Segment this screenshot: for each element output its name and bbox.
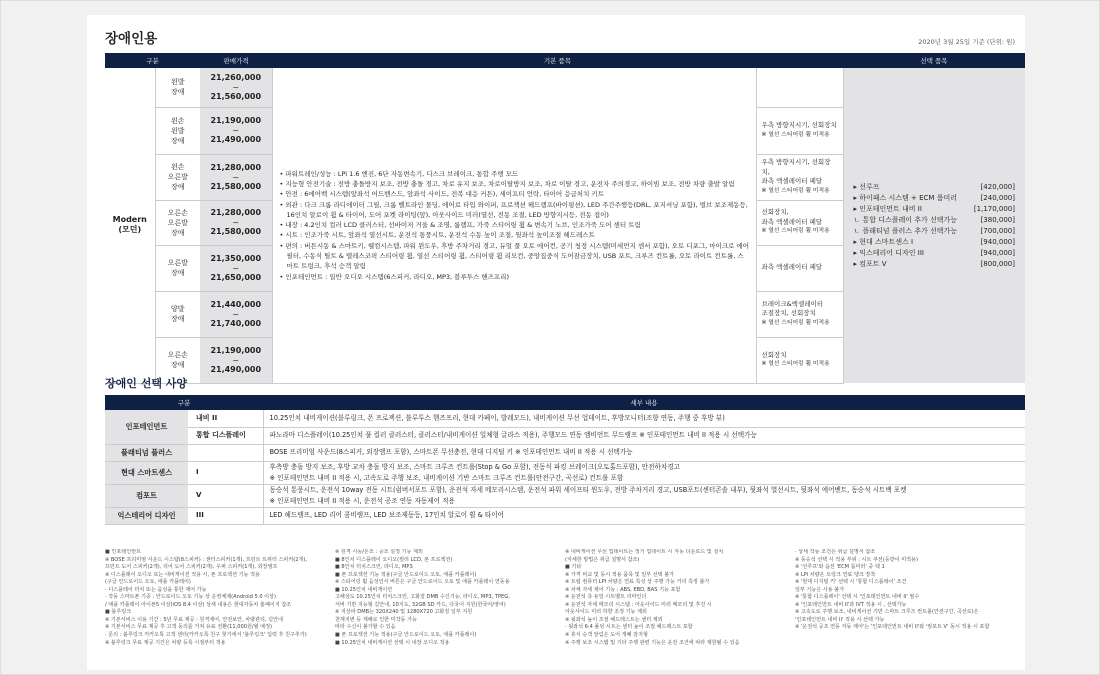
price-page [87,15,1025,670]
footnote-line: / 애플 카플레이 아이폰5 이상(iOS 8.4 이상) 상세 내용은 현대자동차 홈페이지 참조 [105,601,292,608]
select-item [854,259,1016,270]
basic-item: • 파워트레인/성능 : LPi 1.6 엔진, 6단 자동변속기, 디스크 브레이크, 통합 주행 모드 [279,169,519,178]
select-item [854,193,1016,204]
price-tilde: ~ [232,218,240,227]
footnote-line: ※ '선루프'와 옵션 'ECM 룸미러' 중 택 1 [795,564,885,571]
footnote-line: ■ 기타 [565,564,582,571]
option-detail: 동승석 통풍시트, 운전석 10way 전동 시트(럼버서포트 포함), 운전석 자세 메모리시스템, 운전석 파워 세이프티 윈도우, 전방 주차거리 경고, USB포트(센터콘솔 내부), 뒷좌석 열선시트, 뒷좌석 에어벤트, 동승석 시트백 포켓 ※ 인포테인먼트 내비 II 적용 시, 운전석 공조 연동 자동제어 적용 [263,484,1025,507]
select-item [854,215,1016,226]
option-row [105,444,1025,461]
price-low: 21,440,000 [210,299,262,309]
footnote-line: ※ '통합 디스플레이' 선택 시 '인포테인먼트 내비 II' 필수 [795,594,920,601]
header-detail: 세부 내용 [263,395,1025,410]
footnote-line: ※ 스티어링 휠 음성인식 버튼은 구글 안드로이드 오토 및 애플 카플레이 연동용 [335,579,510,586]
trim-name: 왼손 오른발 장애 [155,154,200,200]
model-label: Modern [112,215,147,225]
trim-option-text: 좌측 액셀레이터 페달 [761,263,823,272]
price-low: 21,350,000 [210,253,262,263]
footnote-line: ※ 내비게이션 무선 업데이트는 정기 업데이트 시 자동 다운로드 및 설치 [565,549,724,555]
footnote-line: ※ 차체 자세 제어 기능 : ABS, EBD, BAS 기능 포함 [565,586,681,593]
trim-option-text: 선회장치, 좌측 액셀레이터 페달 [761,208,823,226]
option-category: 컴포트 [105,484,188,507]
trim-option-note: ※ 열선 스티어링 휠 미적용 [761,319,830,326]
select-item-price: [380,000] [980,215,1015,224]
option-detail: LED 헤드램프, LED 리어 콤비램프, LED 보조제동등, 17인치 알로이 휠 & 타이어 [263,507,1025,524]
price-high: 21,490,000 [210,135,262,144]
trim-option-note: ※ 열선 스티어링 휠 미적용 [761,361,830,367]
footnote-line: ※ 주행 보조 시스템 및 기타 주행 관련 기능은 운전 조건에 따라 제한될 수 있음 [565,639,740,646]
select-item-price: [420,000] [980,182,1015,191]
footnote-line: ■ 10.25인치 내비게이션 [335,586,393,593]
footnote-line: ※ 지상파 DMB는 320X240 및 1280X720 고화질 일부 지원 [335,609,473,616]
price-low: 21,260,000 [210,72,262,82]
option-category: 인포테인먼트 [105,410,188,444]
select-item-price: [940,000] [980,248,1015,257]
header-basic: 기본 품목 [272,53,843,68]
price-tilde: ~ [232,263,240,273]
footnote-line: ■ 10.25인치 내비게이션 선택 시 내장 오디오 적용 [335,639,450,646]
option-category: 플래티넘 플러스 [105,444,188,461]
trim-name: 오른손 오른발 장애 [155,200,200,245]
price-low: 21,280,000 [210,208,262,217]
footnote-line: ※ LPi 차량은 트렁크 연료 탱크 장착 [795,571,876,578]
option-subcategory: I [188,461,263,484]
price-low: 21,190,000 [210,345,262,355]
option-subcategory: V [188,484,263,507]
trim-name: 양발 장애 [155,291,200,337]
header-category: 구분 [105,395,263,410]
price-low: 21,280,000 [210,162,262,172]
footnote-line: ※ 가격 비교 및 동시 적용 품목 및 일부 선택 불가 [565,571,675,578]
trim-price [200,337,272,383]
model-name [105,68,155,383]
basic-item: • 내장 : 4.2인치 컬러 LCD 클러스터, 선바이저 거울 & 조명, 룸램프, 가죽 스티어링 휠 & 변속기 노브, 인조가죽 도어 센터 트림 [279,221,641,230]
trim-option-note: ※ 열선 스티어링 휠 미적용 [761,228,830,235]
footnote-column [565,549,795,647]
footnote-line: 고해상도 10.25인치 터치스크린, 고화질 DMB 수신기능, 라디오, MP3, TPEG, [335,594,510,601]
trim-options [756,200,843,245]
footnote-line: ■ 폰 프로젝션 기능 적용(구글 안드로이드 오토, 애플 카플레이) [335,632,477,639]
footnote-line: 아웃사이드 미러 하향 조정 기능 제외 [565,609,647,616]
footnote-line: ■ 8인치 디스플레이 오디오(컬러 LCD, 폰 프로젝션) [335,556,453,563]
footnote-line: (구글 안드로이드 오토, 애플 카플레이) [105,579,191,586]
option-subcategory: 통합 디스플레이 [188,427,263,444]
select-item-price: [800,000] [980,259,1015,268]
option-detail: 파노라마 디스플레이(10.25인치 풀 컬러 클러스터, 클러스터/내비게이션 일체형 글라스 적용), 주행모드 연동 앰비언트 무드램프 ※ 인포테인먼트 내비 II 적용 시 선택가능 [263,427,1025,444]
footnote-line: ※ 트립 컴퓨터 LPI 차량은 연료 특성 상 주행 가능 거리 측정 불가 [565,579,710,586]
select-item-label: ▸ 선루프 [853,182,880,191]
select-item [854,248,1016,259]
footnote-line: ※ 운전석 자세 메모리 시스템 : 아웃사이드 미러 메모리 및 후진 시 [565,601,712,608]
select-item-label: ▸ 하이패스 시스템 + ECM 룸미러 [853,193,957,202]
footnote-line: 일부 기능은 사용 불가 [795,586,845,593]
footnote-line: ※ 블루링크 무료 제공 기간은 차량 등록 시점부터 적용 [105,639,226,646]
select-item-price: [940,000] [980,237,1015,246]
trim-option-text: 우측 방향지시기, 선회장치, 좌측 액셀레이터 페달 [761,158,831,185]
footnote-line: '인포테인먼트 내비 II' 적용 시 선택 가능 [795,616,885,623]
trim-name: 왼손 왼발 장애 [155,107,200,154]
trim-price [200,68,272,107]
select-item-price: [240,000] [980,193,1015,202]
options-table [105,395,1025,525]
price-tilde: ~ [232,172,240,182]
option-subcategory [188,444,263,461]
option-subcategory: 내비 II [188,410,263,427]
header-price: 판매가격 [200,53,272,68]
select-item [854,237,1016,248]
trim-options [756,291,843,337]
select-item-label: ▸ 현대 스마트센스 I [853,237,914,246]
option-row [105,507,1025,524]
model-sub: (모던) [118,225,142,235]
trim-options [756,245,843,291]
price-tilde: ~ [232,355,240,365]
price-table [105,53,1025,384]
footnote-line: ※ 원격 시동/온조 : 공조 설정 기능 제외 [335,549,423,555]
basic-items [272,68,756,383]
trim-price [200,107,272,154]
footnote-line: 프런트 도어 스피커(2개), 리어 도어 스피커(2개), 우퍼 스피커(1개), 외장앰프 [105,564,278,571]
option-detail: 10.25인치 내비게이션(블루링크, 폰 프로젝션, 블루투스 핸즈프리, 현대 카페이, 발레모드), 내비게이션 무선 업데이트, 후방모니터(조향 연동, 주행 중 후방 뷰) [263,410,1025,427]
footnote-line: · 뒷좌석 6:4 폴딩 시트는 센터 높이 조절 헤드레스트 포함 [565,624,693,631]
options-table-header [105,395,1025,410]
footnote-line: ※ '현대 디지털 키' 선택 시 '통합 디스플레이' 조건 [795,579,907,586]
trim-option-text: 우측 방향지시기, 선회장치 [761,121,837,129]
footnote-line: ※ '인포테인먼트 내비 II'과 IVT 적용 시 , 선택가능 [795,601,907,608]
option-row [105,484,1025,507]
footnote-line: ※ BOSE 프리미엄 사운드 시스템(8스피커) : 센터스피커(1개), 프런트 트위터 스피커(2개), [105,556,308,563]
trim-options [756,68,843,107]
basic-item: • 인포테인먼트 : 일반 오디오 시스템(6스피커, 라디오, MP3, 블루투스 핸즈프리) [279,272,510,281]
trim-name: 오른발 장애 [155,245,200,291]
select-item-price: [700,000] [980,226,1015,235]
select-item [854,226,1016,237]
price-tilde: ~ [232,82,240,92]
basic-item: • 편의 : 버튼시동 & 스마트키, 웰컴시스템, 파워 윈도우, 후방 주차거리 경고, 듀얼 풀 오토 에어컨, 공기 청정 시스템(미세먼지 센서 포함), 오토 디포그, 마이크로 에어 필터, 수동식 틸트 & 텔레스코픽 스티어링 휠, 열선 스티어링 휠, 스티어링 휠 리모컨, 중앙집중식 도어잠금장치, USB 포트, 크루즈 컨트롤, 오토 라이트 컨트롤, 스마트 트렁크, 후석 승객 알림 [279,241,750,271]
select-items [843,68,1025,383]
price-high: 21,560,000 [210,91,262,101]
option-subcategory: III [188,507,263,524]
price-high: 21,580,000 [210,181,262,191]
select-item-label: ▸ 익스테리어 디자인 III [853,248,924,257]
page-title: 장애인용 [105,31,158,47]
trim-options [756,154,843,200]
basic-item: • 시트 : 인조가죽 시트, 앞좌석 열선시트, 운전석 통풍시트, 운전석 수동 높이 조절, 뒷좌석 높이조절 헤드레스트 [279,231,595,240]
basic-item: • 안전 : 6에어백 시스템(앞좌석 어드밴스드, 앞좌석 사이드, 전복 대응 커튼), 세이프티 언락, 타이어 응급처치 키트 [279,190,604,199]
trim-price [200,245,272,291]
trim-price [200,154,272,200]
trim-option-note: ※ 열선 스티어링 휠 미적용 [761,131,830,138]
footnote-line: ※ 기본서비스 이용 기간 : 5년 무료 제공 : 원격제어, 안전보안, 차량관리, 길안내 [105,616,283,623]
footnote-line: ※ 고속도로 주행 보조, 내비게이션 기반 스마트 크루즈 컨트롤(안전구간, 곡선로)은 [795,609,979,616]
footnote-line: 서버 기반 지능형 길안내, 10지도, 32GB SD 카드, 다국어 지원(한국어/영어) [335,601,506,608]
trim-price [200,291,272,337]
options-title: 장애인 선택 사양 [105,377,188,390]
select-item-label: ▸ 인포테인먼트 내비 II [853,204,922,213]
header-select: 선택 품목 [843,53,1025,68]
option-category: 현대 스마트센스 [105,461,188,484]
footnote-line: ※ 디스플레이 오디오 또는 내비게이션 적용 시, 폰 프로젝션 기능 적용 [105,571,260,578]
price-tilde: ~ [232,309,240,319]
trim-option-text: 브레이크&엑셀레이터 조절장치, 선회장치 [761,299,824,318]
footnote-line: · 문의 : 블루링크 카카오톡 고객 센터(카카오톡 친구 찾기에서 '블루링크' 입력 후 친구추가) [105,632,307,639]
footnote-line: 따라 수신이 불가할 수 있음 [335,624,396,631]
trim-price [200,200,272,245]
option-detail: 후측방 충돌 방지 보조, 후방 교차 충돌 방지 보조, 스마트 크루즈 컨트롤(Stop & Go 포함), 전동식 파킹 브레이크(오토홀드포함), 안전하차경고 ※ 인포테인먼트 내비 II 적용 시, 고속도로 주행 보조, 내비게이션 기반 스마트 크루즈 컨트롤(안전구간, 곡선로) 컨트롤 포함 [263,461,1025,484]
trim-name: 오른손 장애 [155,337,200,383]
footnote-line: ※ 기본서비스 무료 제공 후 고객 동의를 거쳐 유료 전환(11,000원/월 예정) [105,624,272,631]
select-item-price: [1,170,000] [973,204,1015,213]
option-row [105,461,1025,484]
option-detail: BOSE 프리미엄 사운드(8스피커, 외장앰프 포함), 스마트폰 무선충전, 현대 디지털 키 ※ 인포테인먼트 내비 II 적용 시 선택가능 [263,444,1025,461]
option-row [105,427,1025,444]
footnote-line: 천재지변 등 재해로 인한 미작동 가능 [335,616,417,623]
footnote-line: (자세한 방법은 취급 설명서 참조) [565,556,640,563]
select-item-label: ▸ 컴포트 V [853,259,887,268]
price-high: 21,580,000 [210,227,262,236]
footnote-line: ■ 인포테인먼트 [105,549,141,555]
trim-row [105,68,1025,107]
basic-item: • 지능형 안전기술 : 전방 충돌방지 보조, 전방 충돌 경고, 차로 유지 보조, 차로이탈방지 보조, 차로 이탈 경고, 운전자 주의경고, 하이빔 보조, 전방 차량 출발 알림 [279,179,735,188]
footnote-line: ■ 8인치 터치스크린, 라디오, MP3 [335,564,413,571]
footnote-line: ■ 폰 프로젝션 기능 적용(구글 안드로이드 오토, 애플 카플레이) [335,571,477,578]
trim-options [756,337,843,383]
select-item-label: ㄴ 플래티넘 플러스 추가 선택가능 [853,226,958,235]
footnote-column [795,549,1025,647]
footnote-line: · 디스플레이 터치 또는 음성을 통한 제어 가능 [105,586,207,593]
option-row [105,410,1025,427]
footnote-column [105,549,335,647]
price-high: 21,490,000 [210,364,262,374]
footnote-line: ※ 동승석 선택 시 적용 부위 : 시트 쿠션(등받이 미적용) [795,556,918,563]
footnote-line: ※ 운전석 측 듀얼 시트벨트 리마인더 [565,594,647,601]
price-table-header [105,53,1025,68]
footnote-column [335,549,565,647]
price-tilde: ~ [232,126,240,135]
footnote-line: ■ 블루링크 [105,609,132,616]
footnotes [105,549,1025,647]
select-item [854,182,1016,193]
date-note: 2020년 3월 25일 기준 (단위: 원) [918,38,1015,46]
footnote-line: · 상세 작동 조건은 취급 설명서 참조 [795,549,876,555]
basic-item: • 외관 : 다크 크롬 라디에이터 그릴, 크롬 벨트라인 몰딩, 에어로 타입 와이퍼, 프로젝션 헤드램프(바이펑션), LED 주간주행등(DRL, 포지셔닝 포함), 벌브 보조제동등, 16인치 알로이 휠 & 타이어, 도어 포켓 라이팅(앞), 아웃사이드 미러(열선, 전동 조절, LED 방향지시등, 전동 접이) [279,200,748,219]
select-item-label: ㄴ 통합 디스플레이 추가 선택가능 [853,215,958,224]
trim-option-note: ※ 열선 스티어링 휠 미적용 [761,187,830,194]
footnote-line: · 작동 스마트폰 기종 : 안드로이드 오토 기능 상 운영체제(Android 5.0 이상) [105,594,277,601]
footnote-line: ※ 휴식 승객 알림은 도어 개폐 감지형 [565,632,648,639]
trim-options [756,107,843,154]
price-high: 21,740,000 [210,318,262,328]
trim-option-text: 선회장치 [761,350,787,359]
option-category: 익스테리어 디자인 [105,507,188,524]
trim-name: 왼발 장애 [155,68,200,107]
price-low: 21,190,000 [210,116,262,125]
price-high: 21,650,000 [210,272,262,282]
header-category: 구분 [105,53,200,68]
footnote-line: ※ '운전석 공조 연동 자동 제어'는 '인포테인먼트 내비 II'와 '컴포트 V' 동시 적용 시 포함 [795,624,990,631]
select-item [854,204,1016,215]
footnote-line: ※ 뒷좌석 높이 조절 헤드레스트는 센터 제외 [565,616,663,623]
